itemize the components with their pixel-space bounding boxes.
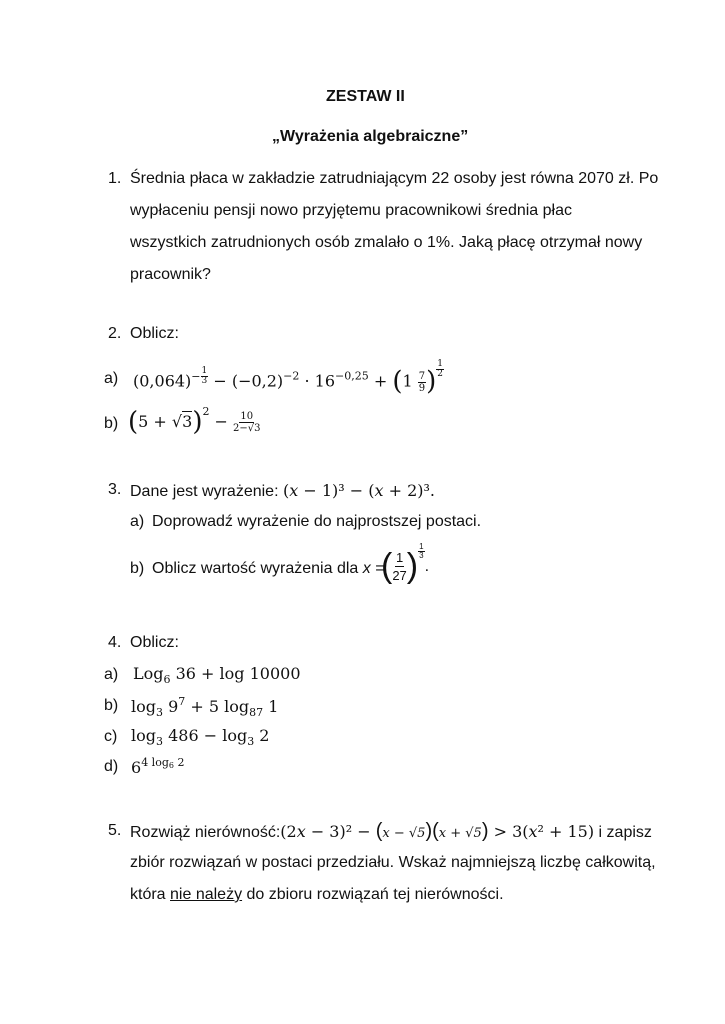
problem-5-number: 5.: [108, 822, 122, 839]
problem-2-label: Oblicz:: [130, 325, 179, 342]
problem-4-number: 4.: [108, 634, 122, 651]
problem-4-label: Oblicz:: [130, 634, 179, 651]
problem-4b-expression: $\log_3 9^7 + 5$ $\log_{87} 1$: [131, 695, 279, 719]
problem-3b-fraction: ( $\frac{1}{27}$ ) $\frac{1}{3}$ .: [381, 542, 430, 585]
problem-3b-label: b): [130, 560, 145, 577]
problem-2b-expression: $(5 + √3)^2$ − $\frac{10}{2-√3}$: [128, 405, 261, 437]
problem-5-line-2: zbiór rozwiązań w postaci przedziału. Wskaż najmniejszą liczbę całkowitą,: [130, 854, 656, 871]
problem-4d-expression: $6^{4 log6 2}$: [131, 756, 185, 777]
problem-5-line-1: Rozwiąż nierówność:(2𝑥 − 3)² − (x − √5)(x + √5) > 3(𝑥² + 15) i zapisz: [130, 820, 652, 842]
problem-2a-expression: $(0,064)^{- \frac{1}{3}}$ − $(-0,2)^{-2} \cdot 16^{-0,25} + (1$ $\frac{7}{9}$ ) $^{\frac{1}{2}}$: [133, 359, 444, 397]
problem-3-number: 3.: [108, 481, 122, 498]
problem-3b-text: Oblicz wartość wyrażenia dla x =: [152, 560, 385, 577]
problem-1-line-2: wypłaceniu pensji nowo przyjętemu pracownikowi średnia płac: [130, 202, 572, 219]
document-subtitle: „Wyrażenia algebraiczne”: [272, 128, 469, 145]
problem-3-expression: (𝑥 − 1)³ − (𝑥 + 2)³.: [282, 481, 435, 500]
problem-1-line-4: pracownik?: [130, 266, 211, 283]
problem-5-line-3: która nie należy do zbioru rozwiązań tej nierówności.: [130, 886, 504, 903]
problem-4c-expression: $\log_3 486 - \log_3 2$: [131, 726, 270, 748]
problem-2a-label: a): [104, 370, 119, 387]
document-title: ZESTAW II: [326, 88, 405, 105]
problem-4d-label: d): [104, 758, 119, 775]
problem-4b-label: b): [104, 697, 119, 714]
problem-4c-label: c): [104, 728, 118, 745]
problem-3a-label: a): [130, 513, 145, 530]
underlined-phrase: nie należy: [170, 886, 243, 903]
problem-1-line-3: wszystkich zatrudnionych osób zmalało o 1%. Jaką płacę otrzymał nowy: [130, 234, 643, 251]
problem-2b-label: b): [104, 415, 119, 432]
problem-1-number: 1.: [108, 170, 122, 187]
problem-1-line-1: Średnia płaca w zakładzie zatrudniającym 22 osoby jest równa 2070 zł. Po: [130, 170, 659, 187]
problem-2-number: 2.: [108, 325, 122, 342]
problem-4a-expression: Log$_6$ 36 + log 10000: [133, 664, 301, 686]
problem-3-text: Dane jest wyrażenie: (𝑥 − 1)³ − (𝑥 + 2)³.: [130, 481, 435, 500]
problem-4a-label: a): [104, 666, 119, 683]
problem-3a-text: Doprowadź wyrażenie do najprostszej postaci.: [152, 513, 482, 530]
